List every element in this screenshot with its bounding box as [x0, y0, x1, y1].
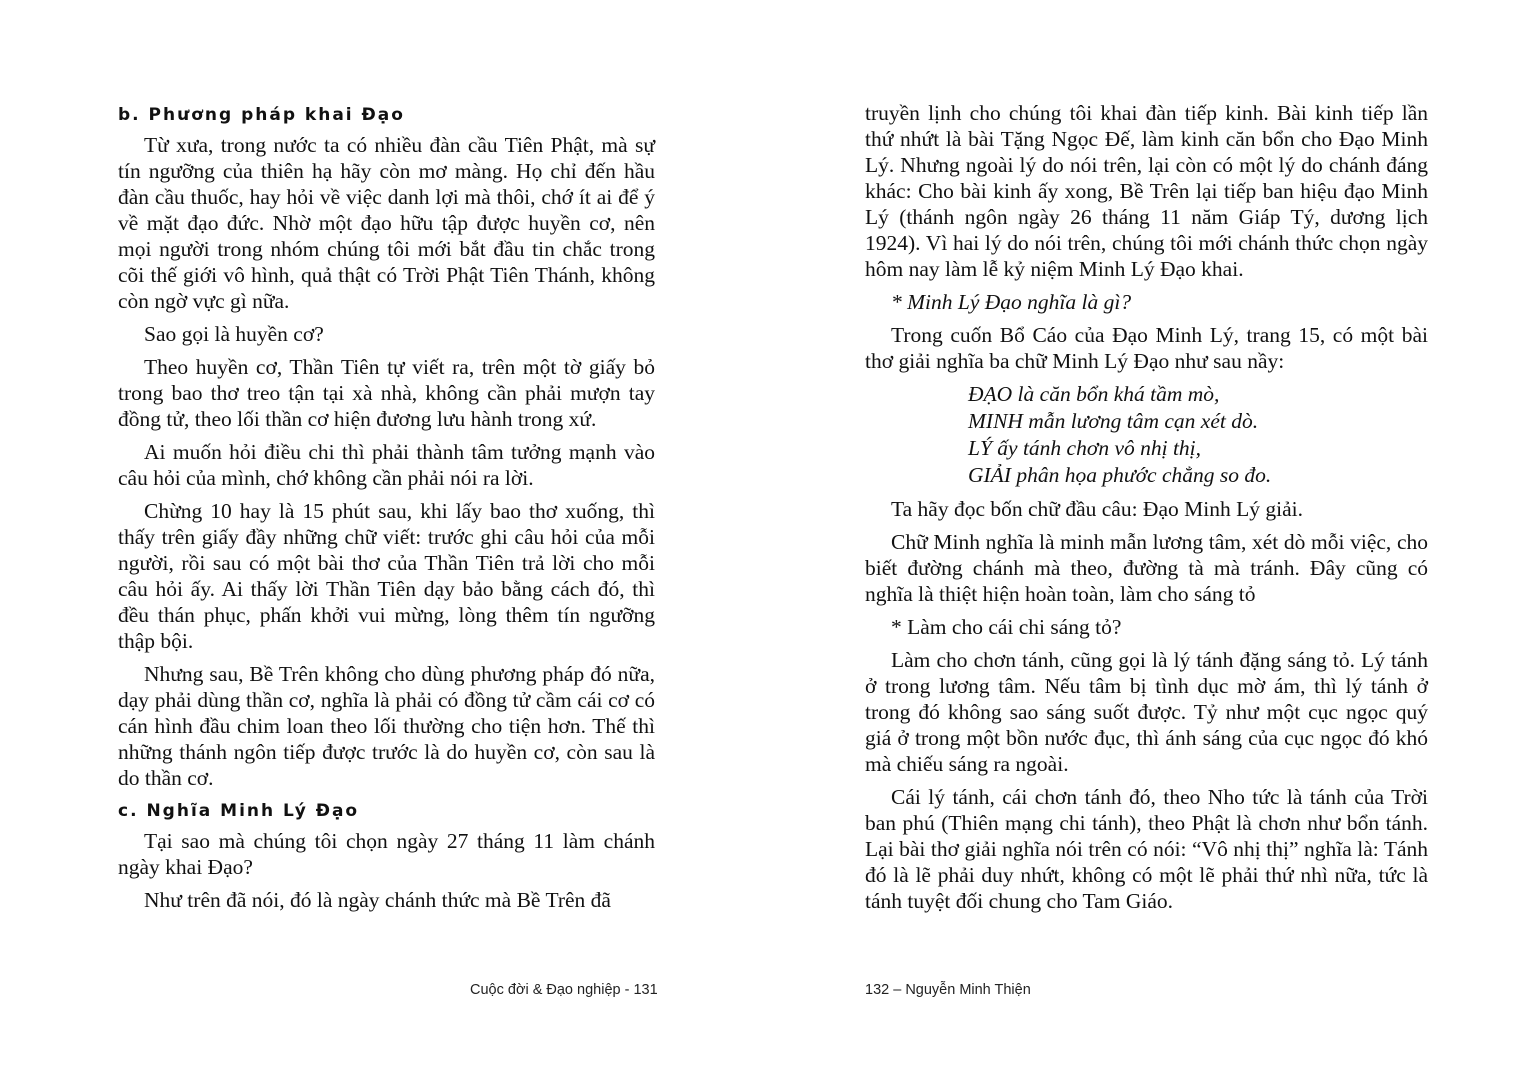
paragraph: Theo huyền cơ, Thần Tiên tự viết ra, trên một tờ giấy bỏ trong bao thơ treo tận tại xà nhà, không cần phải mượn tay đồng tử, theo lối thần cơ hiện đương lưu hành trong xứ. [118, 355, 655, 431]
paragraph: Như trên đã nói, đó là ngày chánh thức mà Bề Trên đã [144, 888, 611, 912]
paragraph: Ai muốn hỏi điều chi thì phải thành tâm tưởng mạnh vào câu hỏi của mình, chớ không cần phải nói ra lời. [118, 440, 655, 490]
section-heading-c: c. Nghĩa Minh Lý Đạo [118, 801, 360, 821]
page-footer-right: 132 – Nguyễn Minh Thiện [865, 982, 1031, 998]
paragraph: Từ xưa, trong nước ta có nhiều đàn cầu Tiên Phật, mà sự tín ngưỡng của thiên hạ hãy còn mơ màng. Họ chỉ đến hầu đàn cầu thuốc, hay hỏi về việc danh lợi mà thôi, chớ ít ai để ý về mặt đạo đức. Nhờ một đạo hữu tập được huyền cơ, nên mọi người trong nhóm chúng tôi mới bắt đầu tin chắc trong cõi thế giới vô hình, quả thật có Trời Phật Tiên Thánh, không còn ngờ vực gì nữa. [118, 133, 655, 313]
paragraph: Nhưng sau, Bề Trên không cho dùng phương pháp đó nữa, dạy phải dùng thần cơ, nghĩa là phải có đồng tử cầm cái cơ có cán hình đầu chim loan theo lối thường cho tiện hơn. Thế thì những thánh ngôn tiếp được trước là do huyền cơ, còn sau là do thần cơ. [118, 662, 655, 790]
poem-line: GIẢI phân họa phước chẳng so đo. [968, 463, 1272, 487]
paragraph: Cái lý tánh, cái chơn tánh đó, theo Nho tức là tánh của Trời ban phú (Thiên mạng chi tánh), theo Phật là chơn như bổn tánh. Lại bài thơ giải nghĩa nói trên có nói: “Vô nhị thị” nghĩa là: Tánh đó là lẽ phải duy nhứt, không có một lẽ phải thứ nhì nữa, tức là tánh tuyệt đối chung cho Tam Giáo. [865, 785, 1428, 913]
paragraph: Làm cho chơn tánh, cũng gọi là lý tánh đặng sáng tỏ. Lý tánh ở trong lương tâm. Nếu tâm bị tình dục mờ ám, thì lý tánh ở trong đó không sao sáng suốt được. Tỷ như một cục ngọc quý giá ở trong một bồn nước đục, thì ánh sáng của cục ngọc đó khó mà chiếu sáng ra ngoài. [865, 648, 1428, 776]
question-line: * Làm cho cái chi sáng tỏ? [891, 615, 1122, 639]
paragraph: Chừng 10 hay là 15 phút sau, khi lấy bao thơ xuống, thì thấy trên giấy đầy những chữ viết: trước ghi câu hỏi của mỗi người, rồi sau có một bài thơ của Thần Tiên trả lời cho mỗi câu hỏi ấy. Ai thấy lời Thần Tiên dạy bảo bằng cách đó, thì đều thán phục, phấn khởi vui mừng, lòng thêm tín ngưỡng thập bội. [118, 499, 655, 653]
paragraph: Chữ Minh nghĩa là minh mẫn lương tâm, xét dò mỗi việc, cho biết đường chánh mà theo, đường tà mà tránh. Đây cũng có nghĩa là thiệt hiện hoàn toàn, làm cho sáng tỏ [865, 530, 1428, 606]
left-page [118, 102, 655, 920]
page-footer-left: Cuộc đời & Đạo nghiệp - 131 [470, 982, 658, 998]
poem [968, 381, 1428, 489]
section-heading-b: b. Phương pháp khai Đạo [118, 105, 405, 125]
paragraph: truyền lịnh cho chúng tôi khai đàn tiếp kinh. Bài kinh tiếp lần thứ nhứt là bài Tặng Ngọc Đế, làm kinh căn bổn cho Đạo Minh Lý. Nhưng ngoài lý do nói trên, lại còn có một lý do chánh đáng khác: Cho bài kinh ấy xong, Bề Trên lại tiếp ban hiệu đạo Minh Lý (thánh ngôn ngày 26 tháng 11 năm Giáp Tý, dương lịch 1924). Vì hai lý do nói trên, chúng tôi mới chánh thức chọn ngày hôm nay làm lễ kỷ niệm Minh Lý Đạo khai. [865, 101, 1428, 281]
poem-line: ĐẠO là căn bổn khá tầm mò, [968, 382, 1220, 406]
paragraph: Trong cuốn Bổ Cáo của Đạo Minh Lý, trang 15, có một bài thơ giải nghĩa ba chữ Minh Lý Đạo như sau nầy: [865, 323, 1428, 373]
paragraph: Sao gọi là huyền cơ? [144, 322, 324, 346]
question-line: * Minh Lý Đạo nghĩa là gì? [891, 290, 1132, 314]
poem-line: LÝ ấy tánh chơn vô nhị thị, [968, 436, 1202, 460]
paragraph: Ta hãy đọc bốn chữ đầu câu: Đạo Minh Lý giải. [891, 497, 1303, 521]
poem-line: MINH mẫn lương tâm cạn xét dò. [968, 409, 1259, 433]
right-page [865, 100, 1428, 921]
paragraph: Tại sao mà chúng tôi chọn ngày 27 tháng 11 làm chánh ngày khai Đạo? [118, 829, 655, 879]
